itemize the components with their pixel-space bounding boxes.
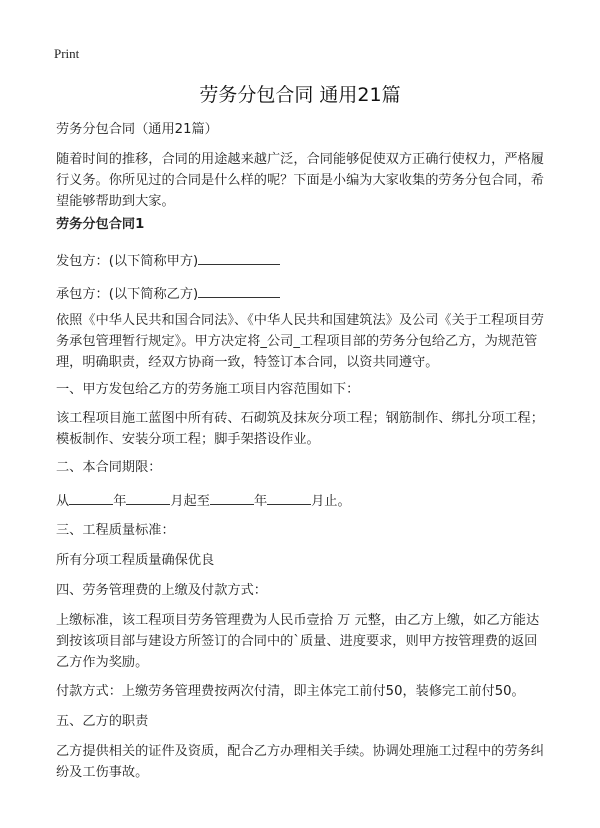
end-month-blank [267,489,311,505]
fee-standard-paragraph: 上缴标准，该工程项目劳务管理费为人民币壹拾 万 元整，由乙方上缴，如乙方能达到按该项目部与建设方所签订的合同中的`质量、进度要求，则甲方按管理费的返回乙方作为奖励。 [56,613,540,670]
party-a-label: 发包方：(以下简称甲方) [56,254,199,269]
party-b-line [56,282,548,305]
contract-heading: 劳务分包合同1 [56,217,145,232]
section2-title: 二、本合同期限： [56,460,162,475]
party-b-label: 承包方：(以下简称乙方) [56,287,199,302]
payment-paragraph: 付款方式：上缴劳务管理费按两次付清，即主体完工前付50，装修完工前付50。 [56,684,525,699]
section1-body: 该工程项目施工蓝图中所有砖、石砌筑及抹灰分项工程；钢筋制作、绑扎分项工程；模板制作、安装分项工程；脚手架搭设作业。 [56,411,544,447]
contract-period-line [56,489,548,512]
section4-title: 四、劳务管理费的上缴及付款方式： [56,583,267,598]
section3-body: 所有分项工程质量确保优良 [56,553,215,568]
end-year-blank [210,489,254,505]
date-from-label: 从 [56,494,70,509]
date-month2-label: 月止。 [311,494,351,509]
section3-title: 三、工程质量标准： [56,523,175,538]
party-a-line [56,249,548,272]
date-year2-label: 年 [253,494,268,509]
intro-paragraph: 随着时间的推移，合同的用途越来越广泛，合同能够促使双方正确行使权力，严格履行义务。你所见过的合同是什么样的呢？下面是小编为大家收集的劳务分包合同，希望能够帮助到大家。 [56,152,544,209]
party-a-blank [198,249,280,265]
section5-title: 五、乙方的职责 [56,714,149,729]
print-link[interactable]: Print [54,46,80,61]
basis-paragraph: 依照《中华人民共和国合同法》、《中华人民共和国建筑法》及公司《关于工程项目劳务承包管理暂行规定》。甲方决定将_公司_工程项目部的劳务分包给乙方，为规范管理，明确职责，经双方协商一致，特签订本合同，以资共同遵守。 [56,313,544,370]
party-b-blank [198,282,280,298]
date-month1-label: 月起至 [170,494,210,509]
date-year1-label: 年 [113,494,127,509]
document-subtitle: 劳务分包合同（通用21篇） [56,122,218,137]
page-title: 劳务分包合同 通用21篇 [199,84,401,106]
section1-title: 一、甲方发包给乙方的劳务施工项目内容范围如下： [56,382,360,397]
start-month-blank [126,489,170,505]
section5-body: 乙方提供相关的证件及资质，配合乙方办理相关手续。协调处理施工过程中的劳务纠纷及工伤事故。 [56,744,544,780]
start-year-blank [69,489,113,505]
